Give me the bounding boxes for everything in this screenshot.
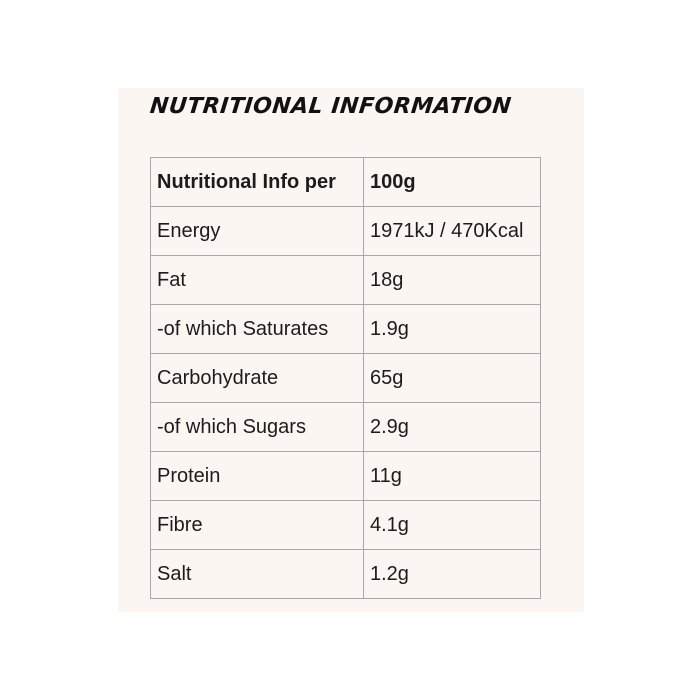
nutrient-value: 1.2g: [364, 550, 541, 599]
nutrient-name: Energy: [151, 207, 364, 256]
table-row: [151, 550, 541, 599]
table-row: [151, 256, 541, 305]
nutrient-name: Carbohydrate: [151, 354, 364, 403]
nutrition-panel: [118, 88, 584, 612]
nutrition-table: [150, 157, 541, 599]
nutrient-value: 1971kJ / 470Kcal: [364, 207, 541, 256]
table-row: [151, 305, 541, 354]
table-row: [151, 403, 541, 452]
nutrient-value: 18g: [364, 256, 541, 305]
nutrient-name: Salt: [151, 550, 364, 599]
nutrient-value: 1.9g: [364, 305, 541, 354]
nutrient-name: Fibre: [151, 501, 364, 550]
header-nutrient-cell: Nutritional Info per: [151, 158, 364, 207]
section-heading: NUTRITIONAL INFORMATION: [148, 94, 513, 119]
table-row: [151, 354, 541, 403]
nutrient-name: Protein: [151, 452, 364, 501]
nutrient-name: -of which Sugars: [151, 403, 364, 452]
table-header-row: [151, 158, 541, 207]
header-value-cell: 100g: [364, 158, 541, 207]
table-row: [151, 452, 541, 501]
nutrient-name: -of which Saturates: [151, 305, 364, 354]
table-row: [151, 501, 541, 550]
nutrient-value: 11g: [364, 452, 541, 501]
table-row: [151, 207, 541, 256]
nutrient-value: 2.9g: [364, 403, 541, 452]
nutrient-name: Fat: [151, 256, 364, 305]
nutrient-value: 4.1g: [364, 501, 541, 550]
nutrient-value: 65g: [364, 354, 541, 403]
